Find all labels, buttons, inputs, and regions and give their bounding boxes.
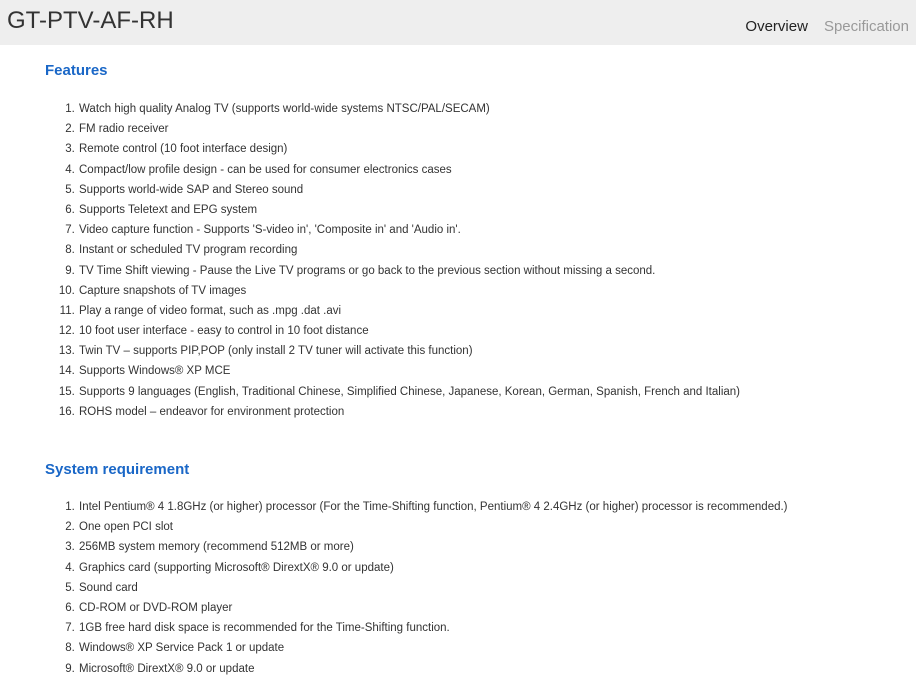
tab-overview[interactable]: Overview	[745, 18, 808, 35]
features-heading: Features	[45, 62, 108, 79]
tab-specification[interactable]: Specification	[823, 18, 909, 35]
list-item: 2. One open PCI slot	[78, 517, 916, 537]
list-item: 8. Instant or scheduled TV program recording	[78, 240, 916, 260]
list-item: 11. Play a range of video format, such as .mpg .dat .avi	[78, 301, 916, 321]
page-header	[0, 0, 916, 45]
list-item: 14. Supports Windows® XP MCE	[78, 361, 916, 381]
system-requirement-list	[45, 497, 916, 679]
list-item: 1. Watch high quality Analog TV (supports world-wide systems NTSC/PAL/SECAM)	[78, 99, 916, 119]
list-item: 6. CD-ROM or DVD-ROM player	[78, 598, 916, 618]
product-title: GT-PTV-AF-RH	[7, 6, 174, 34]
product-nav	[745, 18, 909, 35]
list-item: 6. Supports Teletext and EPG system	[78, 200, 916, 220]
list-item: 4. Graphics card (supporting Microsoft® DirextX® 9.0 or update)	[78, 558, 916, 578]
list-item: 1. Intel Pentium® 4 1.8GHz (or higher) processor (For the Time-Shifting function, Pentium® 4 2.4GHz (or higher) processor is recommended.)	[78, 497, 916, 517]
list-item: 16. ROHS model – endeavor for environment protection	[78, 402, 916, 422]
list-item: 4. Compact/low profile design - can be used for consumer electronics cases	[78, 160, 916, 180]
list-item: 5. Supports world-wide SAP and Stereo sound	[78, 180, 916, 200]
features-list	[45, 99, 916, 422]
list-item: 5. Sound card	[78, 578, 916, 598]
list-item: 12. 10 foot user interface - easy to control in 10 foot distance	[78, 321, 916, 341]
list-item: 3. 256MB system memory (recommend 512MB or more)	[78, 537, 916, 557]
list-item: 10. Capture snapshots of TV images	[78, 281, 916, 301]
list-item: 9. Microsoft® DirextX® 9.0 or update	[78, 659, 916, 679]
list-item: 2. FM radio receiver	[78, 119, 916, 139]
list-item: 7. 1GB free hard disk space is recommended for the Time-Shifting function.	[78, 618, 916, 638]
list-item: 13. Twin TV – supports PIP,POP (only install 2 TV tuner will activate this function)	[78, 341, 916, 361]
list-item: 9. TV Time Shift viewing - Pause the Live TV programs or go back to the previous section without missing a second.	[78, 261, 916, 281]
list-item: 3. Remote control (10 foot interface design)	[78, 139, 916, 159]
main-content	[0, 62, 916, 679]
system-requirement-heading: System requirement	[45, 461, 190, 478]
list-item: 15. Supports 9 languages (English, Traditional Chinese, Simplified Chinese, Japanese, Korean, German, Spanish, French and Italian)	[78, 382, 916, 402]
list-item: 7. Video capture function - Supports 'S-video in', 'Composite in' and 'Audio in'.	[78, 220, 916, 240]
list-item: 8. Windows® XP Service Pack 1 or update	[78, 638, 916, 658]
